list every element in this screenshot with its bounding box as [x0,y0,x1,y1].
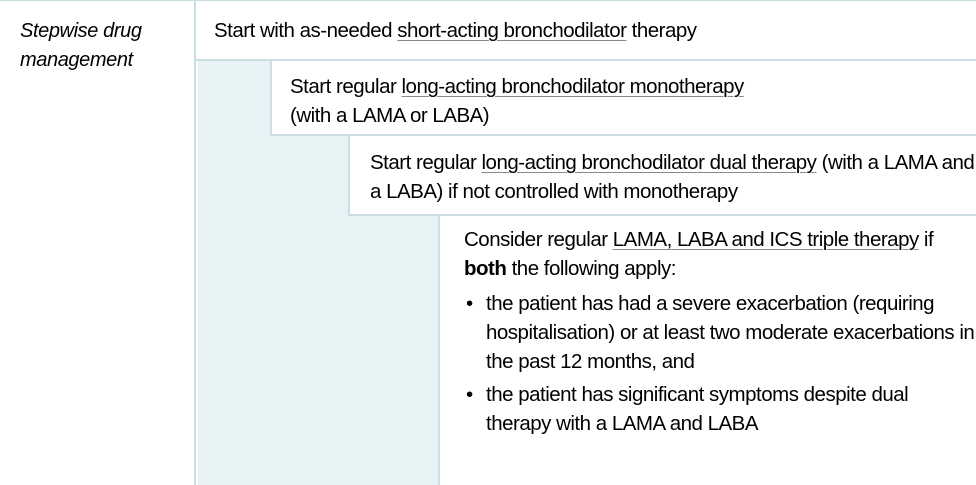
long-acting-monotherapy-link[interactable]: long-acting bronchodilator monotherapy [401,75,744,98]
bullet-icon: • [466,292,473,315]
step-4-text-bold: both [464,257,507,280]
short-acting-bronchodilator-link[interactable]: short-acting bronchodilator [397,19,627,42]
criteria-list [464,289,976,438]
triple-therapy-link[interactable]: LAMA, LABA and ICS triple therapy [612,228,919,251]
step-4-text-post: the following apply: [506,257,676,280]
step-3-box [348,136,976,216]
step-4-intro [464,225,976,283]
step-3-text-pre: Start regular [370,151,482,174]
step-4-box [438,216,976,485]
step-1-text-pre: Start with as-needed [214,19,398,42]
list-item [464,380,976,438]
step-2-text-pre: Start regular [290,75,402,98]
bullet-icon: • [466,383,473,406]
step-4-text-mid: if [918,228,934,251]
row-label: Stepwise drug management [20,20,142,71]
step-1-text-post: therapy [626,19,697,42]
row-header-cell [0,1,196,485]
step-4-text-pre: Consider regular [464,228,613,251]
step-3-text-post: (with a LAMA and a LABA) if not controlled with monotherapy [370,151,975,203]
list-item [464,289,976,376]
step-1-box [196,1,976,61]
list-item-text: the patient has significant symptoms despite dual therapy with a LAMA and LABA [486,383,909,435]
step-2-text-post: (with a LAMA or LABA) [290,104,490,127]
long-acting-dual-therapy-link[interactable]: long-acting bronchodilator dual therapy [481,151,817,174]
list-item-text: the patient has had a severe exacerbation (requiring hospitalisation) or at least two moderate exacerbations in the past 12 months, and [486,292,975,373]
step-2-box [270,61,976,136]
